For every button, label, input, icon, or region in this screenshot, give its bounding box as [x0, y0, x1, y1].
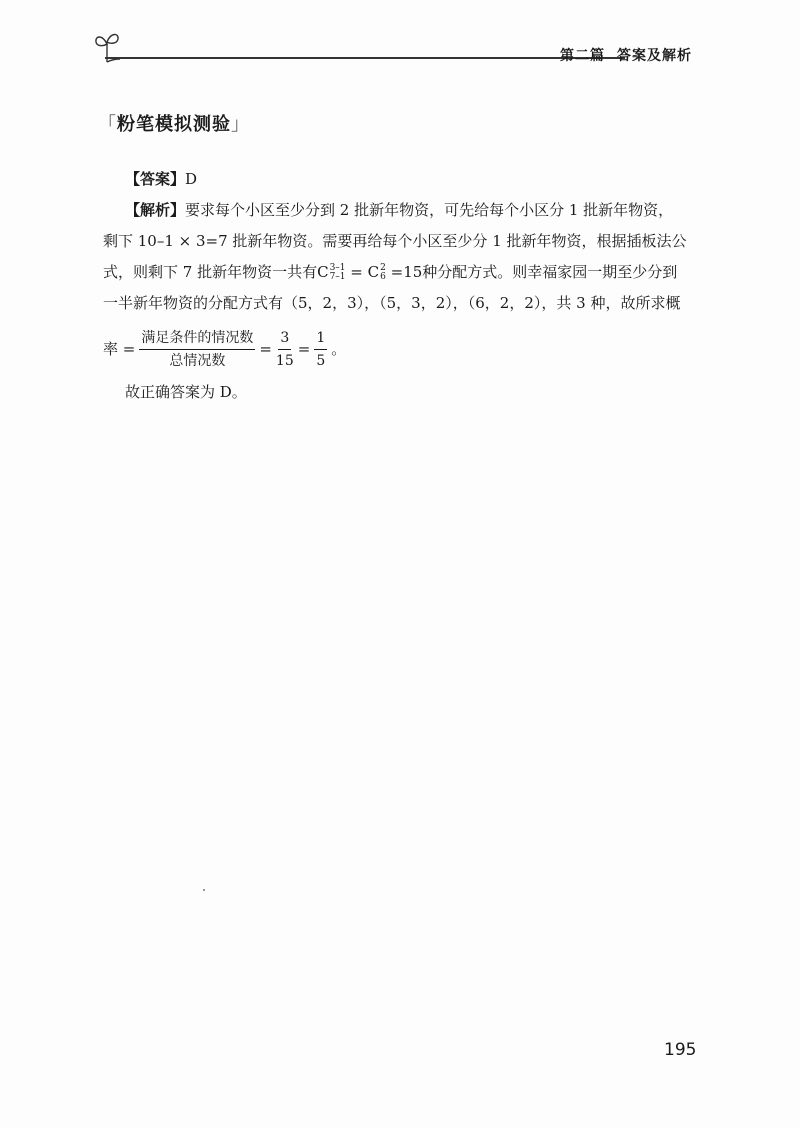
c1-superscript: 3–1	[329, 263, 346, 273]
header-section: 答案及解析	[617, 48, 692, 64]
header-part: 第二篇	[560, 48, 605, 64]
formula-prefix: 率 =	[103, 339, 136, 358]
equals-2: =	[259, 339, 272, 358]
analysis-tag: 【解析】	[125, 201, 186, 219]
conclusion: 故正确答案为 D。	[125, 383, 247, 401]
analysis-line-2: 剩下 10–1 × 3=7 批新年物资。需要再给每个小区至少分 1 批新年物资，根据插板法公	[103, 232, 687, 250]
fraction-3-15	[276, 329, 294, 370]
combination-c2: C 2 6	[367, 263, 386, 282]
fraction-conditions	[139, 329, 255, 370]
equals-3: =	[297, 339, 311, 358]
title-open-bracket: 「	[98, 114, 117, 135]
section-title	[98, 110, 250, 136]
scan-speck	[203, 889, 205, 891]
fraction-denominator: 5	[316, 352, 326, 369]
running-header	[560, 45, 692, 65]
c2-superscript: 2	[380, 263, 386, 273]
analysis-text-3b: =15种分配方式。则幸福家园一期至少分到	[385, 263, 678, 281]
answer-line	[103, 164, 703, 195]
c2-subscript: 6	[380, 272, 386, 282]
probability-formula	[103, 325, 703, 373]
analysis-line-3	[103, 257, 703, 288]
fraction-1-5	[314, 329, 327, 370]
equals-1: =	[345, 263, 368, 281]
title-text: 粉笔模拟测验	[117, 114, 231, 135]
combination-c1: C 3–1 7–1	[317, 263, 346, 282]
answer-value: D	[185, 170, 198, 188]
fraction-denominator: 15	[275, 352, 294, 369]
fraction-denominator: 总情况数	[169, 352, 226, 369]
title-close-bracket: 」	[231, 114, 250, 135]
page-number: 195	[664, 1040, 697, 1060]
header-rule	[105, 57, 625, 59]
formula-suffix: 。	[331, 339, 347, 358]
fraction-numerator: 1	[314, 329, 327, 350]
analysis-line-4: 一半新年物资的分配方式有（5，2，3），（5，3，2），（6，2，2），共 3 种，故所求概	[103, 294, 681, 312]
fraction-numerator: 满足条件的情况数	[139, 329, 255, 350]
analysis-text-3a: 式，则剩下 7 批新年物资一共有	[103, 263, 318, 281]
analysis-text-1: 要求每个小区至少分到 2 批新年物资，可先给每个小区分 1 批新年物资，	[185, 201, 674, 219]
fraction-numerator: 3	[278, 329, 291, 350]
analysis-line-1	[103, 195, 703, 226]
answer-tag: 【答案】	[125, 170, 186, 188]
c1-subscript: 7–1	[329, 272, 346, 282]
answer-content	[103, 164, 703, 408]
